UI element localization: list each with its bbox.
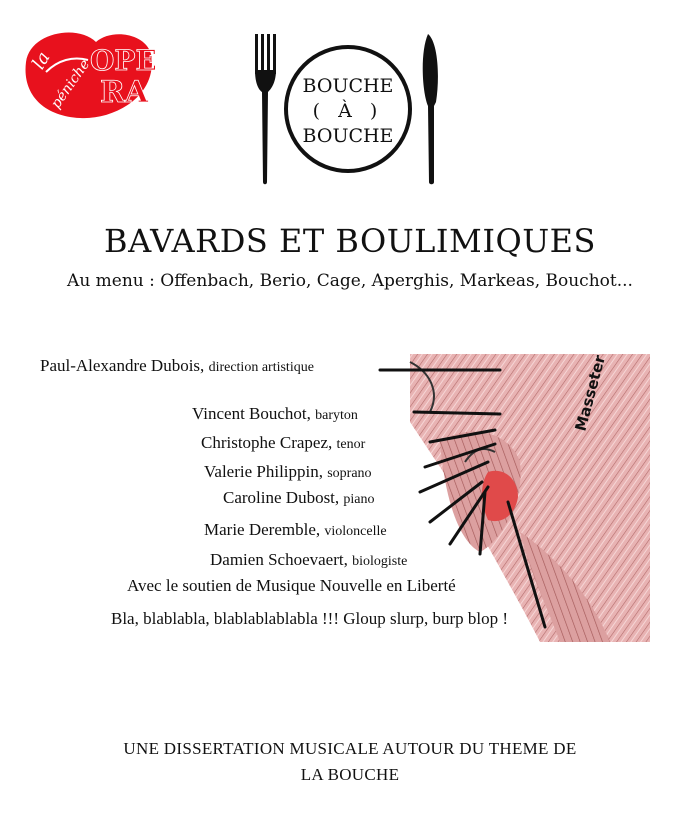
logo-la-text: la — [28, 48, 55, 73]
knife-icon — [423, 34, 438, 184]
bottom-tagline — [0, 736, 700, 788]
credit-role: piano — [343, 492, 375, 507]
credit-name: Valerie Philippin, — [204, 462, 323, 481]
credit-vincent-bouchot — [192, 404, 358, 424]
credit-christophe-crapez — [201, 433, 365, 453]
plate-line-2: ( À ) — [312, 100, 384, 122]
credit-name: Christophe Crapez, — [201, 433, 333, 452]
credit-damien-schoevaert — [210, 550, 407, 570]
masseter-label: Masseter — [571, 353, 610, 434]
credit-role: soprano — [327, 466, 372, 481]
bottom-tagline-line-1: UNE DISSERTATION MUSICALE AUTOUR DU THEME DE — [123, 739, 577, 758]
credit-marie-deremble — [204, 520, 387, 540]
credit-role: tenor — [336, 437, 366, 452]
logo-peniche-text: péniche — [48, 56, 94, 112]
anatomy-illustration — [370, 352, 650, 642]
support-line: Avec le soutien de Musique Nouvelle en Liberté — [127, 576, 456, 595]
plate-line-1: BOUCHE — [302, 75, 394, 97]
credit-caroline-dubost — [223, 488, 375, 508]
credit-name: Caroline Dubost, — [223, 488, 340, 507]
fork-icon — [255, 34, 276, 184]
page-title: BAVARDS ET BOULIMIQUES — [104, 222, 596, 260]
menu-subtitle: Au menu : Offenbach, Berio, Cage, Aperghis, Markeas, Bouchot... — [67, 271, 633, 291]
peniche-opera-logo — [18, 22, 158, 122]
bouche-a-bouche-plate-logo — [250, 32, 445, 187]
logo-ope-text: OPE — [90, 44, 157, 77]
credit-role: biologiste — [352, 554, 408, 569]
credit-role: violoncelle — [324, 524, 387, 539]
credit-paul-alexandre-dubois — [40, 356, 314, 376]
credit-role: direction artistique — [208, 360, 314, 375]
plate-line-3: BOUCHE — [302, 125, 394, 147]
logo-ra-text: RA — [100, 75, 149, 110]
credit-name: Paul-Alexandre Dubois, — [40, 356, 205, 375]
credit-valerie-philippin — [204, 462, 372, 482]
credit-name: Damien Schoevaert, — [210, 550, 348, 569]
credit-name: Vincent Bouchot, — [192, 404, 311, 423]
bottom-tagline-line-2: LA BOUCHE — [300, 765, 400, 784]
credit-name: Marie Deremble, — [204, 520, 321, 539]
muscle-region-main — [410, 354, 650, 642]
credit-role: baryton — [315, 408, 358, 423]
blabla-line: Bla, blablabla, blablablablabla !!! Gloup slurp, burp blop ! — [111, 609, 509, 628]
